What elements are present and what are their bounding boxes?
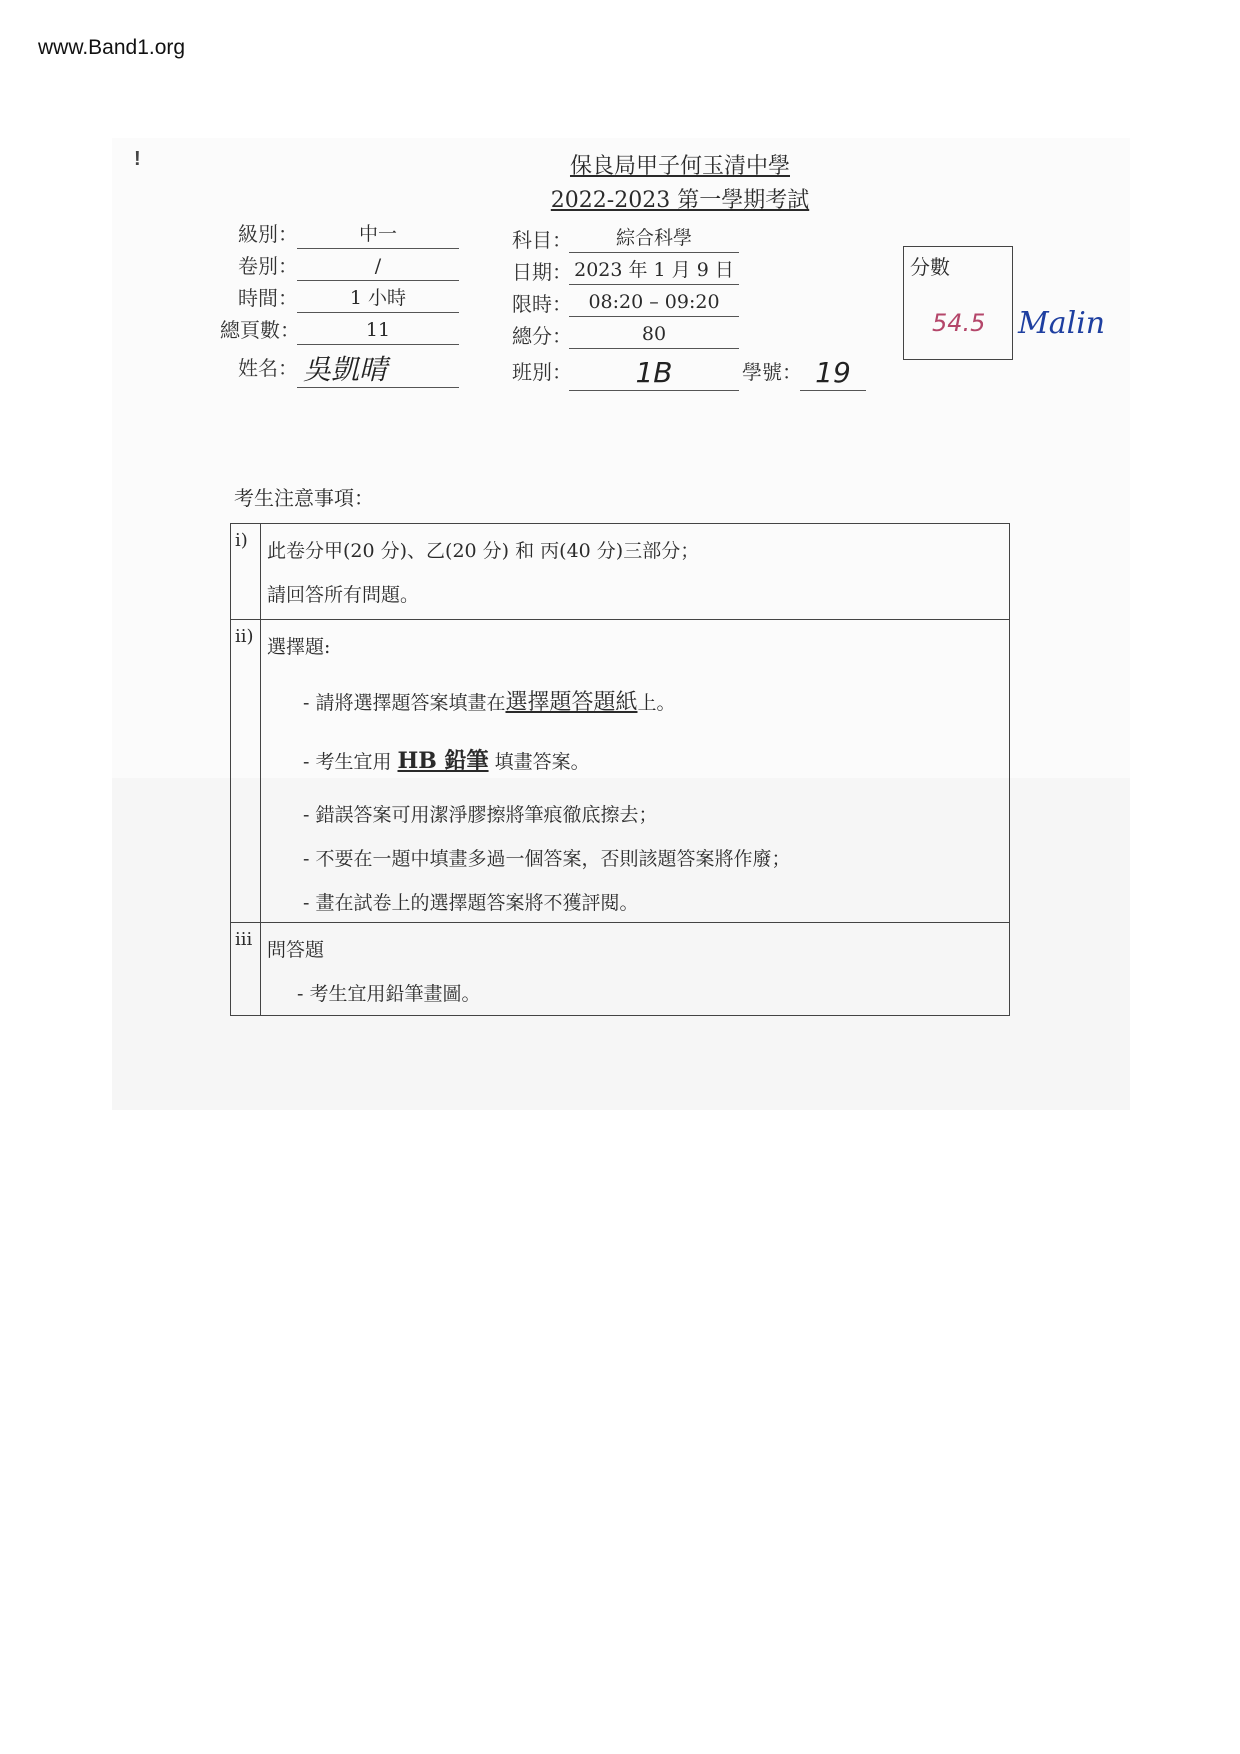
- rule-bullet: - 不要在一題中填畫多過一個答案，否則該題答案將作廢；: [303, 848, 791, 870]
- rule-row-i: [231, 524, 1009, 620]
- rule-text: 請回答所有問題。: [267, 584, 420, 606]
- subject-label: 科目：: [512, 228, 572, 252]
- answer-sheet-emphasis: 選擇題答題紙: [505, 690, 638, 715]
- rule-bullet: - 考生宜用 HB 鉛筆 填畫答案。: [303, 748, 590, 774]
- period-value: 08:20 – 09:20: [569, 288, 739, 317]
- rule-text: 此卷分甲(20 分)、乙(20 分) 和 丙(40 分)三部分；: [267, 540, 700, 562]
- date-value: 2023 年 1 月 9 日: [569, 256, 739, 285]
- hb-pencil-emphasis: HB 鉛筆: [397, 748, 489, 774]
- subject-value: 綜合科學: [569, 224, 739, 253]
- marker-signature: Malin: [1018, 306, 1106, 341]
- paper-value: /: [297, 252, 459, 281]
- school-name: 保良局甲子何玉清中學: [569, 154, 790, 179]
- period-label: 限時：: [512, 292, 572, 316]
- pages-label: 總頁數：: [220, 318, 300, 342]
- rule-row-ii: [231, 620, 1009, 923]
- rule-number: ii): [231, 620, 261, 922]
- site-url[interactable]: www.Band1.org: [38, 36, 186, 59]
- instructions-table: [230, 523, 1010, 1016]
- student-no-value: 19: [800, 356, 866, 391]
- class-value: 1B: [569, 356, 739, 391]
- rule-number: iii: [231, 923, 261, 1015]
- score-label: 分數: [910, 255, 950, 279]
- rule-bullet: - 考生宜用鉛筆畫圖。: [297, 983, 481, 1005]
- time-value: 1 小時: [297, 284, 459, 313]
- total-value: 80: [569, 320, 739, 349]
- exclamation-mark: !: [134, 148, 141, 170]
- rule-bullet: - 錯誤答案可用潔淨膠擦將筆痕徹底擦去；: [303, 804, 658, 826]
- exam-title: 2022-2023 第一學期考試: [550, 188, 810, 213]
- grade-value: 中一: [297, 220, 459, 249]
- date-label: 日期：: [512, 260, 572, 284]
- total-label: 總分：: [512, 324, 572, 348]
- rule-heading: 選擇題:: [267, 636, 331, 658]
- exam-header: [507, 150, 853, 218]
- rule-heading: 問答題: [267, 939, 325, 961]
- pages-value: 11: [297, 316, 459, 345]
- rule-row-iii: [231, 923, 1009, 1015]
- rule-bullet: - 畫在試卷上的選擇題答案將不獲評閱。: [303, 892, 639, 914]
- rule-bullet: - 請將選擇題答案填畫在選擇題答題紙上。: [303, 690, 676, 715]
- scanned-exam-cover: [112, 138, 1130, 1110]
- name-label: 姓名：: [238, 356, 298, 380]
- notes-title: 考生注意事項：: [234, 486, 374, 510]
- time-label: 時間：: [238, 286, 298, 310]
- score-box: [903, 246, 1013, 360]
- name-value: 吳凱晴: [297, 352, 459, 388]
- paper-label: 卷別：: [238, 254, 298, 278]
- rule-number: i): [231, 524, 261, 619]
- student-no-label: 學號：: [742, 360, 802, 384]
- score-value: 54.5: [932, 309, 986, 337]
- class-label: 班別：: [512, 360, 572, 384]
- grade-label: 級別：: [238, 222, 298, 246]
